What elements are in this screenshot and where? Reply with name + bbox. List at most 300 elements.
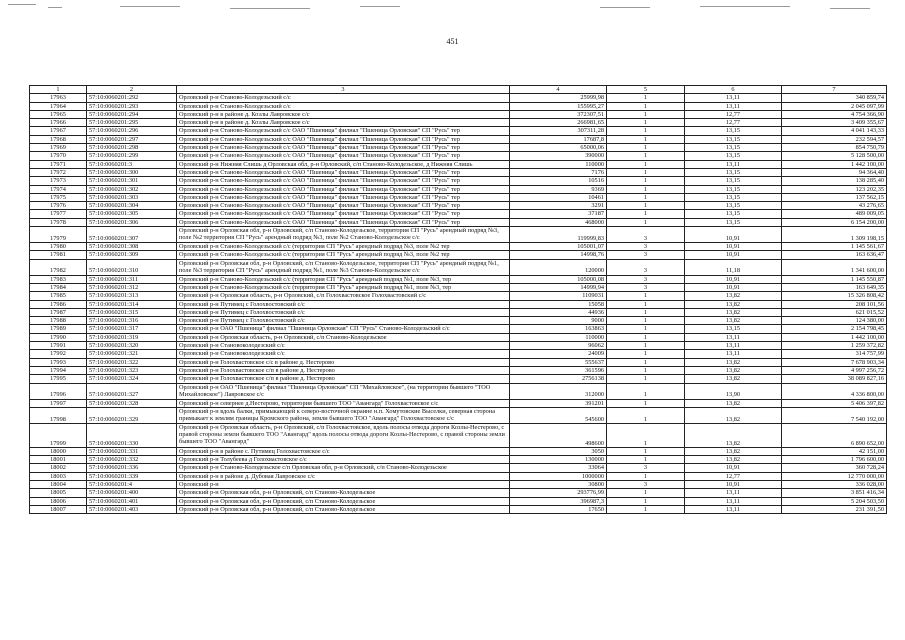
area-value: 96062 — [510, 342, 607, 350]
area-value: 7176 — [510, 168, 607, 176]
address: Орловский р-н Станово-Колодезьский с/с ОАО "Пшеница" филиал "Пшеница Орловская" СП "Русь" тер — [177, 202, 510, 210]
cadastral-number: 57:10:0060201:312 — [87, 283, 177, 291]
category-code: 1 — [607, 423, 685, 447]
category-code: 1 — [607, 218, 685, 226]
row-number: 17973 — [30, 177, 87, 185]
address: Орловский р-н Орловская обл, р-н Орловский, с/п Станово-Колодезьское, территория СП "Русь" арендный подряд №1, поле №3 территория СП "Русь" арендный подряд №1, поле №3 Станово-Колодезьское с/с — [177, 259, 510, 275]
cadastral-number: 57:10:0060201:328 — [87, 399, 177, 407]
rate-value: 13,90 — [685, 383, 782, 399]
rate-value: 13,11 — [685, 489, 782, 497]
table-row — [30, 480, 887, 488]
address: Орловский р-н вдоль балки, примыкающей к северо-восточной окраине н.п. Хомутовские Выселки, северная сторона примыкает к землям границы Кромского района, земли бывшего ТОО "Авангард" Голохвастовское с/с — [177, 407, 510, 423]
cadastral-number: 57:10:0060201:339 — [87, 472, 177, 480]
rate-value: 13,15 — [685, 210, 782, 218]
table-row — [30, 168, 887, 176]
table-row — [30, 177, 887, 185]
cadastral-value: 138 285,40 — [782, 177, 887, 185]
cadastral-value: 124 380,00 — [782, 317, 887, 325]
column-header: 7 — [782, 86, 887, 94]
category-code: 3 — [607, 275, 685, 283]
area-value: 110000 — [510, 333, 607, 341]
cadastral-value: 621 015,52 — [782, 308, 887, 316]
cadastral-value: 6 890 652,00 — [782, 423, 887, 447]
table-row — [30, 423, 887, 447]
area-value: 37187 — [510, 210, 607, 218]
cadastral-number: 57:10:0060201:324 — [87, 375, 177, 383]
area-value: 163863 — [510, 325, 607, 333]
area-value: 14999,94 — [510, 283, 607, 291]
cadastral-number: 57:10:0060201:314 — [87, 300, 177, 308]
area-value: 10461 — [510, 193, 607, 201]
address: Орловский р-н ОАО "Пшеница" филиал "Пшеница Орловская" СП "Михайловское", (на территории бывшего "ТОО Михайловское") Лавровское с/с — [177, 383, 510, 399]
address: Орловский р-н Станово-Колодезьский с/с ОАО "Пшеница" филиал "Пшеница Орловская" СП "Русь" тер — [177, 210, 510, 218]
table-row — [30, 342, 887, 350]
table-row — [30, 144, 887, 152]
category-code: 1 — [607, 342, 685, 350]
rate-value: 12,77 — [685, 472, 782, 480]
area-value: 33064 — [510, 464, 607, 472]
category-code: 1 — [607, 350, 685, 358]
cadastral-value: 489 009,05 — [782, 210, 887, 218]
address: Орловский р-н Орловская область, р-н Орловский, с/п Голохвастовское, вдоль полосы отвода дороги Козлы-Нестерово, с правой стороны земли бывшего ТОО "Авангард" вдоль полосы отвода дороги Козлы-Нестерово, с правой стороны земли бывшего ТОО "Авангард" — [177, 423, 510, 447]
cadastral-number: 57:10:0060201:322 — [87, 358, 177, 366]
address: Орловский р-н в районе с. Путимец Голохвастовское с/с — [177, 447, 510, 455]
cadastral-number: 57:10:0060201:310 — [87, 259, 177, 275]
table-row — [30, 497, 887, 505]
rate-value: 13,15 — [685, 127, 782, 135]
table-row — [30, 300, 887, 308]
row-number: 17990 — [30, 333, 87, 341]
category-code: 1 — [607, 210, 685, 218]
area-value: 44936 — [510, 308, 607, 316]
category-code: 1 — [607, 144, 685, 152]
cadastral-number: 57:10:0060201:299 — [87, 152, 177, 160]
area-value: 545600 — [510, 407, 607, 423]
row-number: 18004 — [30, 480, 87, 488]
category-code: 1 — [607, 185, 685, 193]
area-value: 391201 — [510, 399, 607, 407]
rate-value: 13,82 — [685, 375, 782, 383]
category-code: 3 — [607, 464, 685, 472]
cadastral-value: 137 562,15 — [782, 193, 887, 201]
cadastral-value: 123 202,35 — [782, 185, 887, 193]
area-value: 155995,27 — [510, 102, 607, 110]
row-number: 17985 — [30, 292, 87, 300]
area-value: 14998,76 — [510, 251, 607, 259]
category-code: 1 — [607, 94, 685, 102]
row-number: 17988 — [30, 317, 87, 325]
row-number: 17966 — [30, 119, 87, 127]
address: Орловский р-н Орловская обл, р-н Орловский, с/п Станово-Колодезьское — [177, 489, 510, 497]
cadastral-value: 1 442 100,00 — [782, 333, 887, 341]
area-value: 25999,98 — [510, 94, 607, 102]
row-number: 17995 — [30, 375, 87, 383]
row-number: 17968 — [30, 135, 87, 143]
register-table — [29, 85, 887, 514]
table-row — [30, 275, 887, 283]
cadastral-value: 163 636,47 — [782, 251, 887, 259]
row-number: 17979 — [30, 227, 87, 243]
row-number: 17969 — [30, 144, 87, 152]
rate-value: 13,11 — [685, 505, 782, 513]
cadastral-number: 57:10:0060201:302 — [87, 185, 177, 193]
cadastral-number: 57:10:0060201:295 — [87, 119, 177, 127]
cadastral-value: 4 041 143,33 — [782, 127, 887, 135]
column-header: 6 — [685, 86, 782, 94]
category-code: 1 — [607, 407, 685, 423]
area-value: 555637 — [510, 358, 607, 366]
table-row — [30, 399, 887, 407]
cadastral-number: 57:10:0060201:305 — [87, 210, 177, 218]
rate-value: 13,11 — [685, 342, 782, 350]
address: Орловский р-н Станово-Колодезьский с/с ОАО "Пшеница" филиал "Пшеница Орловская" СП "Русь" тер — [177, 185, 510, 193]
cadastral-number: 57:10:0060201:309 — [87, 251, 177, 259]
cadastral-value: 208 101,56 — [782, 300, 887, 308]
rate-value: 13,82 — [685, 292, 782, 300]
cadastral-value: 6 154 200,00 — [782, 218, 887, 226]
category-code: 1 — [607, 135, 685, 143]
address: Орловский р-н Станово-Колодезьский с/с — [177, 94, 510, 102]
address: Орловский р-н Орловская обл, р-н Орловский, с/п Станово-Колодезьское — [177, 505, 510, 513]
cadastral-number: 57:10:0060201:306 — [87, 218, 177, 226]
page-number: 451 — [446, 37, 459, 46]
cadastral-number: 57:10:0060201:308 — [87, 243, 177, 251]
rate-value: 12,77 — [685, 110, 782, 118]
row-number: 17997 — [30, 399, 87, 407]
area-value: 24009 — [510, 350, 607, 358]
cadastral-number: 57:10:0060201:307 — [87, 227, 177, 243]
address: Орловский р-н Станово-Колодезьский с/с ОАО "Пшеница" филиал "Пшеница Орловская" СП "Русь" тер — [177, 127, 510, 135]
cadastral-number: 57:10:0060201:320 — [87, 342, 177, 350]
table-row — [30, 489, 887, 497]
cadastral-value: 2 154 798,45 — [782, 325, 887, 333]
area-value: 293776,99 — [510, 489, 607, 497]
cadastral-number: 57:10:0060201:317 — [87, 325, 177, 333]
category-code: 1 — [607, 177, 685, 185]
area-value: 30800 — [510, 480, 607, 488]
cadastral-number: 57:10:0060201:3 — [87, 160, 177, 168]
table-row — [30, 160, 887, 168]
table-row — [30, 317, 887, 325]
cadastral-number: 57:10:0060201:294 — [87, 110, 177, 118]
cadastral-value: 38 089 827,16 — [782, 375, 887, 383]
cadastral-number: 57:10:0060201:336 — [87, 464, 177, 472]
row-number: 17980 — [30, 243, 87, 251]
table-row — [30, 193, 887, 201]
cadastral-number: 57:10:0060201:400 — [87, 489, 177, 497]
row-number: 17999 — [30, 423, 87, 447]
area-value: 9000 — [510, 317, 607, 325]
column-header: 3 — [177, 86, 510, 94]
cadastral-value: 42 151,00 — [782, 447, 887, 455]
cadastral-number: 57:10:0060201:4 — [87, 480, 177, 488]
address: Орловский р-н Голохвастовское с/п в районе д. Нестерово — [177, 366, 510, 374]
cadastral-value: 1 145 561,67 — [782, 243, 887, 251]
rate-value: 10,91 — [685, 243, 782, 251]
rate-value: 10,91 — [685, 275, 782, 283]
category-code: 1 — [607, 333, 685, 341]
category-code: 1 — [607, 168, 685, 176]
area-value: 266981,65 — [510, 119, 607, 127]
rate-value: 13,15 — [685, 152, 782, 160]
table-row — [30, 127, 887, 135]
row-number: 18001 — [30, 456, 87, 464]
address: Орловский р-н Орловская область, р-н Орловский, с/п Станово-Колодезьское — [177, 333, 510, 341]
rate-value: 10,91 — [685, 480, 782, 488]
row-number: 17994 — [30, 366, 87, 374]
address: Орловский р-н в районе д. Козлы Лавровское с/с — [177, 119, 510, 127]
rate-value: 13,11 — [685, 160, 782, 168]
cadastral-number: 57:10:0060201:330 — [87, 423, 177, 447]
row-number: 18003 — [30, 472, 87, 480]
category-code: 1 — [607, 497, 685, 505]
area-value: 105000,08 — [510, 275, 607, 283]
row-number: 18005 — [30, 489, 87, 497]
cadastral-number: 57:10:0060201:315 — [87, 308, 177, 316]
table-row — [30, 505, 887, 513]
area-value: 65000,06 — [510, 144, 607, 152]
rate-value: 13,15 — [685, 325, 782, 333]
row-number: 17998 — [30, 407, 87, 423]
address: Орловский р-н Станово-Колодезьский с/с ОАО "Пшеница" филиал "Пшеница Орловская" СП "Русь" тер — [177, 144, 510, 152]
table-row — [30, 375, 887, 383]
address: Орловский р-н Становоколодезский с/с — [177, 350, 510, 358]
cadastral-value: 1 341 600,00 — [782, 259, 887, 275]
column-header: 1 — [30, 86, 87, 94]
area-value: 2756138 — [510, 375, 607, 383]
category-code: 1 — [607, 110, 685, 118]
area-value: 498600 — [510, 423, 607, 447]
table-row — [30, 333, 887, 341]
rate-value: 13,11 — [685, 102, 782, 110]
table-row — [30, 218, 887, 226]
category-code: 1 — [607, 292, 685, 300]
category-code: 3 — [607, 259, 685, 275]
cadastral-number: 57:10:0060201:304 — [87, 202, 177, 210]
address: Орловский р-н Станово-Колодезьский с/с — [177, 102, 510, 110]
cadastral-value: 4 336 800,00 — [782, 383, 887, 399]
area-value: 3050 — [510, 447, 607, 455]
area-value: 390000 — [510, 152, 607, 160]
category-code: 1 — [607, 472, 685, 480]
cadastral-value: 94 364,40 — [782, 168, 887, 176]
cadastral-number: 57:10:0060201:300 — [87, 168, 177, 176]
row-number: 17978 — [30, 218, 87, 226]
row-number: 17970 — [30, 152, 87, 160]
cadastral-value: 3 851 416,34 — [782, 489, 887, 497]
category-code: 1 — [607, 300, 685, 308]
row-number: 17993 — [30, 358, 87, 366]
area-value: 3291 — [510, 202, 607, 210]
area-value: 105001,07 — [510, 243, 607, 251]
table-row — [30, 283, 887, 291]
row-number: 17989 — [30, 325, 87, 333]
cadastral-value: 7 540 192,00 — [782, 407, 887, 423]
address: Орловский р-н Станово-Колодезьский с/с (территория СП "Русь" арендный подряд №1, поле №3, тер — [177, 275, 510, 283]
rate-value: 13,15 — [685, 168, 782, 176]
category-code: 1 — [607, 489, 685, 497]
category-code: 1 — [607, 375, 685, 383]
address: Орловский р-н в районе д. Дубовая Лавровское с/с — [177, 472, 510, 480]
cadastral-value: 163 649,35 — [782, 283, 887, 291]
cadastral-number: 57:10:0060201:316 — [87, 317, 177, 325]
table-row — [30, 350, 887, 358]
cadastral-value: 314 757,99 — [782, 350, 887, 358]
rate-value: 10,91 — [685, 251, 782, 259]
rate-value: 10,91 — [685, 283, 782, 291]
cadastral-value: 1 442 100,00 — [782, 160, 887, 168]
address: Орловский р-н Путимец с Голохвостовский с/с — [177, 300, 510, 308]
area-value: 1000000 — [510, 472, 607, 480]
cadastral-number: 57:10:0060201:403 — [87, 505, 177, 513]
row-number: 17986 — [30, 300, 87, 308]
row-number: 18006 — [30, 497, 87, 505]
rate-value: 10,91 — [685, 464, 782, 472]
address: Орловский р-н Станово-Колодезьский с/с ОАО "Пшеница" филиал "Пшеница Орловская" СП "Русь" тер — [177, 135, 510, 143]
rate-value: 12,77 — [685, 119, 782, 127]
rate-value: 10,91 — [685, 227, 782, 243]
address: Орловский р-н Станово-Колодезьский с/с ОАО "Пшеница" филиал "Пшеница Орловская" СП "Русь" тер — [177, 152, 510, 160]
address: Орловский р-н Станово-Колодезьский с/с ОАО "Пшеница" филиал "Пшеница Орловская" СП "Русь" тер — [177, 168, 510, 176]
address: Орловский р-н Голохвастовское с/с в районе д. Нестерово — [177, 358, 510, 366]
category-code: 1 — [607, 366, 685, 374]
cadastral-number: 57:10:0060201:313 — [87, 292, 177, 300]
rate-value: 13,82 — [685, 317, 782, 325]
rate-value: 13,11 — [685, 497, 782, 505]
category-code: 3 — [607, 283, 685, 291]
address: Орловский р-н Путимец с Голохвостовский с/с — [177, 317, 510, 325]
cadastral-value: 4 754 366,90 — [782, 110, 887, 118]
cadastral-value: 340 859,74 — [782, 94, 887, 102]
area-value: 307311,28 — [510, 127, 607, 135]
area-value: 130000 — [510, 456, 607, 464]
rate-value: 13,11 — [685, 333, 782, 341]
row-number: 17983 — [30, 275, 87, 283]
category-code: 1 — [607, 160, 685, 168]
scan-artifact-line — [0, 4, 905, 18]
table-row — [30, 94, 887, 102]
table-row — [30, 251, 887, 259]
table-row — [30, 358, 887, 366]
row-number: 17996 — [30, 383, 87, 399]
cadastral-value: 1 309 198,15 — [782, 227, 887, 243]
row-number: 18000 — [30, 447, 87, 455]
table-row — [30, 456, 887, 464]
rate-value: 13,15 — [685, 177, 782, 185]
cadastral-value: 5 128 500,00 — [782, 152, 887, 160]
category-code: 1 — [607, 317, 685, 325]
area-value: 17650 — [510, 505, 607, 513]
cadastral-number: 57:10:0060201:321 — [87, 350, 177, 358]
table-row — [30, 464, 887, 472]
table-row — [30, 119, 887, 127]
row-number: 18002 — [30, 464, 87, 472]
address: Орловский р-н Станово-Колодезьский с/с ОАО "Пшеница" филиал "Пшеница Орловская" СП "Русь" тер — [177, 193, 510, 201]
category-code: 1 — [607, 383, 685, 399]
category-code: 1 — [607, 308, 685, 316]
address: Орловский р-н ОАО "Пшеница" филиал "Пшеница Орловская" СП "Русь" Станово-Колодезьский с/с — [177, 325, 510, 333]
cadastral-value: 1 796 600,00 — [782, 456, 887, 464]
table-row — [30, 447, 887, 455]
area-value: 396987,3 — [510, 497, 607, 505]
cadastral-value: 43 276,65 — [782, 202, 887, 210]
category-code: 1 — [607, 102, 685, 110]
address: Орловский р-н — [177, 480, 510, 488]
table-row — [30, 243, 887, 251]
row-number: 17971 — [30, 160, 87, 168]
address: Орловский р-н Орловская обл, р-н Орловский, с/п Станово-Колодезьское — [177, 497, 510, 505]
address: Орловский р-н Станово-Колодезьский с/с ОАО "Пшеница" филиал "Пшеница Орловская" СП "Русь" тер — [177, 177, 510, 185]
cadastral-number: 57:10:0060201:329 — [87, 407, 177, 423]
cadastral-number: 57:10:0060201:319 — [87, 333, 177, 341]
address: Орловский р-н севернее д.Нестерово, территория бывшего ТОО "Авангард" Голохвастовское с/с — [177, 399, 510, 407]
cadastral-value: 5 406 397,82 — [782, 399, 887, 407]
row-number: 17963 — [30, 94, 87, 102]
area-value: 372307,51 — [510, 110, 607, 118]
category-code: 1 — [607, 202, 685, 210]
category-code: 1 — [607, 119, 685, 127]
cadastral-value: 231 391,50 — [782, 505, 887, 513]
cadastral-number: 57:10:0060201:292 — [87, 94, 177, 102]
rate-value: 13,82 — [685, 423, 782, 447]
address: Орловский р-н Толубеева д Голохвастовское с/с — [177, 456, 510, 464]
category-code: 3 — [607, 227, 685, 243]
rate-value: 13,15 — [685, 144, 782, 152]
address: Орловский р-н Становоколодезский с/с — [177, 342, 510, 350]
category-code: 1 — [607, 505, 685, 513]
category-code: 1 — [607, 152, 685, 160]
area-value: 17687,8 — [510, 135, 607, 143]
row-number: 17977 — [30, 210, 87, 218]
table-row — [30, 210, 887, 218]
table-row — [30, 259, 887, 275]
table-header-row — [30, 86, 887, 94]
rate-value: 13,82 — [685, 456, 782, 464]
table-row — [30, 102, 887, 110]
cadastral-number: 57:10:0060201:311 — [87, 275, 177, 283]
column-header: 5 — [607, 86, 685, 94]
area-value: 119999,83 — [510, 227, 607, 243]
rate-value: 13,15 — [685, 218, 782, 226]
cadastral-number: 57:10:0060201:301 — [87, 177, 177, 185]
cadastral-number: 57:10:0060201:332 — [87, 456, 177, 464]
category-code: 1 — [607, 193, 685, 201]
category-code: 1 — [607, 447, 685, 455]
address: Орловский р-н Путимец с Голохвостовский с/с — [177, 308, 510, 316]
area-value: 468000 — [510, 218, 607, 226]
row-number: 17981 — [30, 251, 87, 259]
category-code: 1 — [607, 456, 685, 464]
area-value: 361596 — [510, 366, 607, 374]
rate-value: 13,82 — [685, 300, 782, 308]
category-code: 3 — [607, 480, 685, 488]
cadastral-number: 57:10:0060201:298 — [87, 144, 177, 152]
rate-value: 13,82 — [685, 399, 782, 407]
row-number: 17987 — [30, 308, 87, 316]
row-number: 17975 — [30, 193, 87, 201]
category-code: 1 — [607, 358, 685, 366]
cadastral-value: 3 409 355,67 — [782, 119, 887, 127]
cadastral-value: 12 770 000,00 — [782, 472, 887, 480]
table-row — [30, 185, 887, 193]
cadastral-number: 57:10:0060201:293 — [87, 102, 177, 110]
row-number: 17964 — [30, 102, 87, 110]
table-row — [30, 227, 887, 243]
rate-value: 13,82 — [685, 308, 782, 316]
cadastral-value: 4 997 256,72 — [782, 366, 887, 374]
rate-value: 13,11 — [685, 94, 782, 102]
cadastral-value: 360 728,24 — [782, 464, 887, 472]
